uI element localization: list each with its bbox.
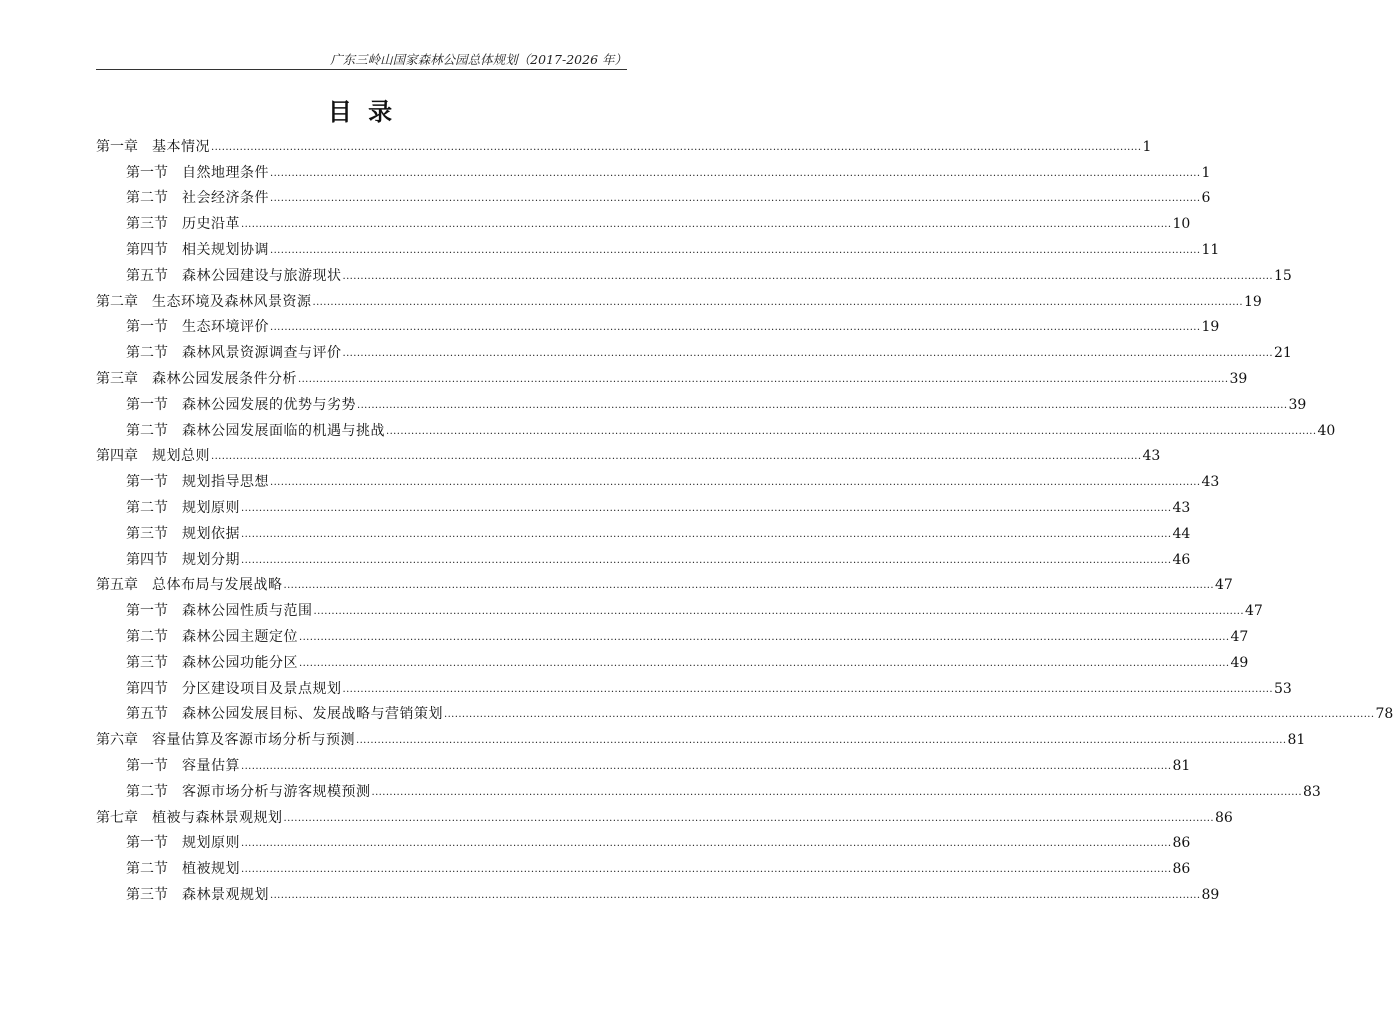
- toc-entry-title: 规划依据: [182, 525, 240, 542]
- toc-dot-leader: ....................................................................................................................................................................................................................................................................: [270, 244, 1201, 256]
- toc-page-number: 86: [1172, 835, 1191, 852]
- toc-chapter-entry[interactable]: [96, 801, 1233, 827]
- toc-chapter-entry[interactable]: [96, 362, 1248, 388]
- toc-entry-number: 第二节: [126, 628, 168, 645]
- toc-section-entry[interactable]: [96, 491, 1191, 517]
- toc-section-entry[interactable]: [96, 388, 1307, 414]
- toc-entry-title: 森林公园发展条件分析: [152, 370, 297, 387]
- toc-dot-leader: ....................................................................................................................................................................................................................................................................: [342, 683, 1273, 695]
- toc-dot-leader: ....................................................................................................................................................................................................................................................................: [241, 838, 1172, 850]
- toc-dot-leader: ....................................................................................................................................................................................................................................................................: [270, 167, 1201, 179]
- toc-entry-title: 规划原则: [182, 835, 240, 852]
- toc-entry-number: 第一章: [96, 138, 138, 155]
- toc-entry-number: 第三章: [96, 370, 138, 387]
- toc-section-entry[interactable]: [96, 259, 1292, 285]
- toc-entry-number: 第三节: [126, 886, 168, 903]
- toc-entry-title: 规划总则: [152, 448, 210, 465]
- toc-entry-title: 社会经济条件: [182, 190, 269, 207]
- toc-page-number: 86: [1172, 861, 1191, 878]
- toc-page-number: 53: [1273, 680, 1292, 697]
- toc-section-entry[interactable]: [96, 827, 1191, 853]
- toc-entry-title: 森林公园建设与旅游现状: [182, 267, 342, 284]
- toc-page-number: 78: [1375, 706, 1393, 723]
- toc-page-number: 19: [1243, 293, 1262, 310]
- toc-dot-leader: ....................................................................................................................................................................................................................................................................: [270, 322, 1201, 334]
- toc-entry-number: 第五章: [96, 577, 138, 594]
- toc-section-entry[interactable]: [96, 878, 1220, 904]
- toc-dot-leader: ....................................................................................................................................................................................................................................................................: [356, 735, 1287, 747]
- toc-entry-number: 第二节: [126, 861, 168, 878]
- toc-entry-number: 第一节: [126, 603, 168, 620]
- toc-page-number: 40: [1317, 422, 1336, 439]
- toc-dot-leader: ....................................................................................................................................................................................................................................................................: [270, 477, 1201, 489]
- toc-entry-title: 规划指导思想: [182, 474, 269, 491]
- toc-page-number: 43: [1142, 448, 1161, 465]
- table-of-contents: [96, 130, 1393, 904]
- toc-entry-title: 总体布局与发展战略: [152, 577, 283, 594]
- toc-dot-leader: ....................................................................................................................................................................................................................................................................: [299, 657, 1230, 669]
- toc-entry-number: 第二节: [126, 422, 168, 439]
- toc-section-entry[interactable]: [96, 207, 1191, 233]
- toc-dot-leader: ....................................................................................................................................................................................................................................................................: [241, 554, 1172, 566]
- toc-dot-leader: ....................................................................................................................................................................................................................................................................: [283, 812, 1214, 824]
- toc-page-number: 39: [1288, 396, 1307, 413]
- toc-entry-number: 第五节: [126, 267, 168, 284]
- toc-page-number: 81: [1172, 757, 1191, 774]
- toc-entry-title: 森林公园性质与范围: [182, 603, 313, 620]
- toc-page-number: 89: [1201, 886, 1220, 903]
- toc-page-number: 86: [1214, 809, 1233, 826]
- toc-dot-leader: ....................................................................................................................................................................................................................................................................: [313, 606, 1244, 618]
- toc-entry-number: 第三节: [126, 525, 168, 542]
- toc-entry-number: 第一节: [126, 396, 168, 413]
- toc-section-entry[interactable]: [96, 543, 1191, 569]
- toc-entry-number: 第三节: [126, 654, 168, 671]
- toc-entry-number: 第四章: [96, 448, 138, 465]
- toc-entry-number: 第七章: [96, 809, 138, 826]
- toc-page-number: 6: [1201, 190, 1211, 207]
- toc-section-entry[interactable]: [96, 414, 1336, 440]
- toc-section-entry[interactable]: [96, 698, 1393, 724]
- toc-section-entry[interactable]: [96, 517, 1191, 543]
- toc-entry-title: 容量估算: [182, 757, 240, 774]
- toc-dot-leader: ....................................................................................................................................................................................................................................................................: [270, 193, 1201, 205]
- toc-entry-title: 规划分期: [182, 551, 240, 568]
- toc-section-entry[interactable]: [96, 594, 1263, 620]
- toc-section-entry[interactable]: [96, 672, 1292, 698]
- toc-section-entry[interactable]: [96, 336, 1292, 362]
- toc-section-entry[interactable]: [96, 620, 1249, 646]
- toc-chapter-entry[interactable]: [96, 285, 1262, 311]
- toc-page-number: 83: [1302, 783, 1321, 800]
- page-title: 目 录: [327, 97, 397, 126]
- toc-entry-title: 规划原则: [182, 499, 240, 516]
- toc-entry-title: 森林公园功能分区: [182, 654, 298, 671]
- toc-section-entry[interactable]: [96, 311, 1220, 337]
- toc-entry-title: 分区建设项目及景点规划: [182, 680, 342, 697]
- toc-chapter-entry[interactable]: [96, 723, 1306, 749]
- toc-dot-leader: ....................................................................................................................................................................................................................................................................: [357, 399, 1288, 411]
- toc-entry-title: 森林风景资源调查与评价: [182, 345, 342, 362]
- toc-entry-title: 植被规划: [182, 861, 240, 878]
- toc-section-entry[interactable]: [96, 749, 1191, 775]
- toc-entry-number: 第一节: [126, 757, 168, 774]
- toc-entry-title: 森林公园发展的优势与劣势: [182, 396, 356, 413]
- toc-entry-number: 第二章: [96, 293, 138, 310]
- toc-page-number: 19: [1201, 319, 1220, 336]
- toc-page-number: 46: [1172, 551, 1191, 568]
- toc-page-number: 15: [1273, 267, 1292, 284]
- toc-entry-number: 第二节: [126, 499, 168, 516]
- toc-entry-title: 历史沿革: [182, 216, 240, 233]
- toc-dot-leader: ....................................................................................................................................................................................................................................................................: [241, 528, 1172, 540]
- toc-dot-leader: ....................................................................................................................................................................................................................................................................: [312, 296, 1243, 308]
- toc-page-number: 1: [1201, 164, 1211, 181]
- header-rule: [96, 69, 627, 70]
- toc-dot-leader: ....................................................................................................................................................................................................................................................................: [211, 141, 1142, 153]
- toc-entry-number: 第一节: [126, 319, 168, 336]
- toc-dot-leader: ....................................................................................................................................................................................................................................................................: [241, 219, 1172, 231]
- toc-entry-number: 第一节: [126, 835, 168, 852]
- toc-dot-leader: ....................................................................................................................................................................................................................................................................: [241, 864, 1172, 876]
- toc-entry-number: 第二节: [126, 345, 168, 362]
- toc-entry-title: 基本情况: [152, 138, 210, 155]
- toc-dot-leader: ....................................................................................................................................................................................................................................................................: [371, 786, 1302, 798]
- toc-entry-number: 第四节: [126, 551, 168, 568]
- toc-dot-leader: ....................................................................................................................................................................................................................................................................: [241, 502, 1172, 514]
- toc-entry-title: 容量估算及客源市场分析与预测: [152, 732, 355, 749]
- toc-entry-title: 森林公园发展目标、发展战略与营销策划: [182, 706, 443, 723]
- toc-entry-number: 第四节: [126, 241, 168, 258]
- toc-page-number: 39: [1229, 370, 1248, 387]
- toc-section-entry[interactable]: [96, 852, 1191, 878]
- toc-entry-title: 生态环境评价: [182, 319, 269, 336]
- toc-entry-number: 第二节: [126, 190, 168, 207]
- toc-chapter-entry[interactable]: [96, 130, 1152, 156]
- toc-chapter-entry[interactable]: [96, 569, 1233, 595]
- toc-entry-number: 第六章: [96, 732, 138, 749]
- toc-entry-number: 第三节: [126, 216, 168, 233]
- toc-page-number: 47: [1230, 628, 1249, 645]
- toc-page-number: 44: [1172, 525, 1191, 542]
- toc-entry-title: 客源市场分析与游客规模预测: [182, 783, 371, 800]
- toc-entry-number: 第二节: [126, 783, 168, 800]
- toc-entry-title: 自然地理条件: [182, 164, 269, 181]
- toc-page-number: 11: [1201, 241, 1220, 258]
- toc-page-number: 81: [1287, 732, 1306, 749]
- toc-entry-number: 第四节: [126, 680, 168, 697]
- toc-entry-number: 第一节: [126, 474, 168, 491]
- toc-dot-leader: ....................................................................................................................................................................................................................................................................: [342, 348, 1273, 360]
- toc-entry-title: 森林公园主题定位: [182, 628, 298, 645]
- toc-entry-title: 植被与森林景观规划: [152, 809, 283, 826]
- toc-dot-leader: ....................................................................................................................................................................................................................................................................: [299, 631, 1230, 643]
- toc-dot-leader: ....................................................................................................................................................................................................................................................................: [342, 270, 1273, 282]
- toc-section-entry[interactable]: [96, 156, 1211, 182]
- toc-chapter-entry[interactable]: [96, 440, 1161, 466]
- toc-entry-number: 第一节: [126, 164, 168, 181]
- toc-entry-number: 第五节: [126, 706, 168, 723]
- toc-dot-leader: ....................................................................................................................................................................................................................................................................: [270, 889, 1201, 901]
- toc-page-number: 49: [1230, 654, 1249, 671]
- toc-section-entry[interactable]: [96, 775, 1321, 801]
- toc-page-number: 47: [1214, 577, 1233, 594]
- toc-dot-leader: ....................................................................................................................................................................................................................................................................: [444, 709, 1375, 721]
- toc-section-entry[interactable]: [96, 646, 1249, 672]
- toc-page-number: 47: [1244, 603, 1263, 620]
- toc-section-entry[interactable]: [96, 233, 1220, 259]
- toc-page-number: 21: [1273, 345, 1292, 362]
- toc-dot-leader: ....................................................................................................................................................................................................................................................................: [241, 760, 1172, 772]
- toc-page-number: 10: [1172, 216, 1191, 233]
- running-header: 广东三岭山国家森林公园总体规划（2017-2026 年）: [330, 52, 627, 67]
- toc-dot-leader: ....................................................................................................................................................................................................................................................................: [386, 425, 1317, 437]
- toc-dot-leader: ....................................................................................................................................................................................................................................................................: [211, 451, 1142, 463]
- toc-entry-title: 森林景观规划: [182, 886, 269, 903]
- toc-entry-title: 森林公园发展面临的机遇与挑战: [182, 422, 385, 439]
- toc-page-number: 43: [1172, 499, 1191, 516]
- toc-section-entry[interactable]: [96, 465, 1220, 491]
- toc-page-number: 43: [1201, 474, 1220, 491]
- toc-dot-leader: ....................................................................................................................................................................................................................................................................: [298, 373, 1229, 385]
- toc-dot-leader: ....................................................................................................................................................................................................................................................................: [283, 580, 1214, 592]
- toc-page-number: 1: [1142, 138, 1152, 155]
- toc-entry-title: 生态环境及森林风景资源: [152, 293, 312, 310]
- toc-section-entry[interactable]: [96, 182, 1211, 208]
- toc-entry-title: 相关规划协调: [182, 241, 269, 258]
